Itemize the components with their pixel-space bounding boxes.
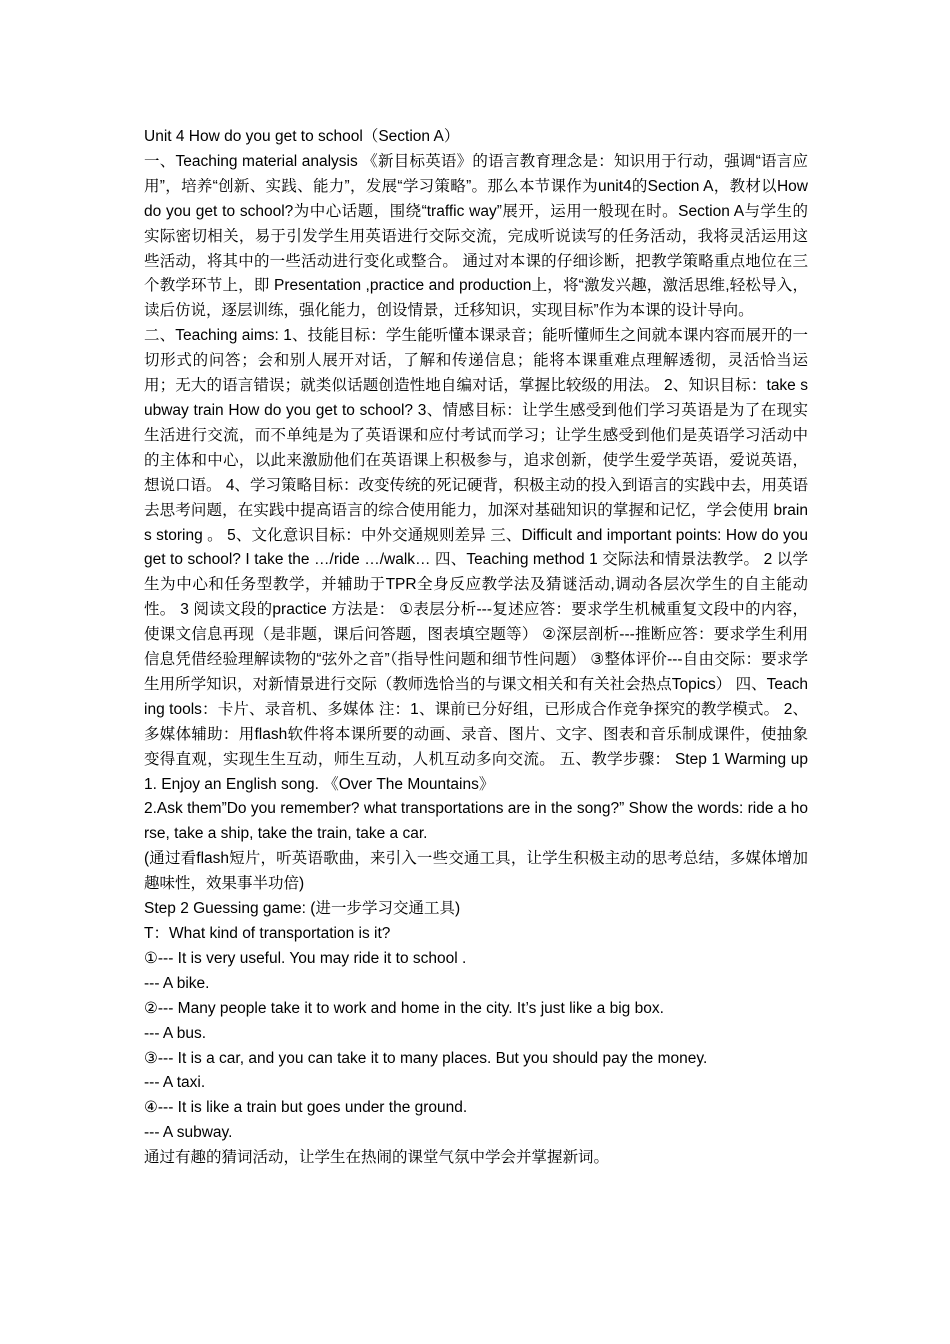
teaching-aims-paragraph: 二、Teaching aims: 1、技能目标：学生能听懂本课录音；能听懂师生之间就本课内容而展开的一切形式的问答；会和别人展开对话，了解和传递信息；能将本课重难点理解透彻，灵活恰当运用；无大的语言错误；就类似话题创造性地自编对话，掌握比较级的用法。 2、知识目标：take subway train How do you get to school? 3、情感目标：让学生感受到他们学习英语是为了在现实生活进行交流，而不单纯是为了英语课和应付考试而学习；让学生感受到他们是英语学习活动中的主体和中心，以此来激励他们在英语课上积极参与，追求创新，使学生爱学英语，爱说英语，想说口语。 4、学习策略目标：改变传统的死记硬背，积极主动的投入到语言的实践中去，用英语去思考问题，在实践中提高语言的综合使用能力，加深对基础知识的掌握和记忆，学会使用 brains storing 。 5、文化意识目标：中外交通规则差异 三、Difficult and important points: How do you get to school? I take the …/ride …/walk… 四、Teaching method 1 交际法和情景法教学。 2 以学生为中心和任务型教学，并辅助于TPR全身反应教学法及猜谜活动,调动各层次学生的自主能动性。 3 阅读文段的practice 方法是： ①表层分析---复述应答：要求学生机械重复文段中的内容，使课文信息再现（是非题，课后问答题，图表填空题等） ②深层剖析---推断应答：要求学生利用信息凭借经验理解读物的“弦外之音”（指导性问题和细节性问题） ③整体评价---自由交际：要求学生用所学知识，对新情景进行交际（教师选恰当的与课文相关和有关社会热点Topics） 四、Teaching tools：卡片、录音机、多媒体 注：1、课前已分好组，已形成合作竞争探究的教学模式。 2、多媒体辅助：用flash软件将本课所要的动画、录音、图片、文字、图表和音乐制成课件，使抽象变得直观，实现生生互动，师生互动，人机互动多向交流。 五、教学步骤： Step 1 Warming up 1. Enjoy an English song. 《Over The Mountains》: [144, 327, 808, 793]
step2-teacher-question: T：What kind of transportation is it?: [144, 925, 391, 942]
riddle-answer-3: --- A taxi.: [144, 1074, 206, 1092]
riddle-answer-1: --- A bike.: [144, 974, 210, 992]
step1-note-paragraph: (通过看flash短片，听英语歌曲，来引入一些交通工具，让学生积极主动的思考总结，多媒体增加趣味性，效果事半功倍): [144, 850, 808, 893]
step2-title: Step 2 Guessing game: (进一步学习交通工具): [144, 900, 461, 918]
document-title: Unit 4 How do you get to school（Section A）: [144, 128, 460, 145]
step1-question-paragraph: 2.Ask them”Do you remember? what transportations are in the song?” Show the words: ride a horse, take a ship, take the train, take a car.: [144, 800, 808, 843]
riddle-question-1: ①--- It is very useful. You may ride it to school .: [144, 949, 467, 967]
teaching-material-analysis-paragraph: 一、Teaching material analysis 《新目标英语》的语言教育理念是：知识用于行动，强调“语言应用”，培养“创新、实践、能力”，发展“学习策略”。那么本节课作为unit4的Section A，教材以How do you get to school?为中心话题，围绕“traffic way”展开，运用一般现在时。Section A与学生的实际密切相关，易于引发学生用英语进行交际交流，完成听说读写的任务活动，我将灵活运用这些活动，将其中的一些活动进行变化或整合。 通过对本课的仔细诊断，把教学策略重点地位在三个教学环节上，即 Presentation ,practice and production上，将“激发兴趣，激活思维,轻松导入，读后仿说，逐层训练，强化能力，创设情景，迁移知识，实现目标”作为本课的设计导向。: [144, 152, 808, 320]
document-page: [144, 125, 808, 1171]
summary-paragraph: 通过有趣的猜词活动，让学生在热闹的课堂气氛中学会并掌握新词。: [144, 1149, 610, 1167]
riddle-question-3: ③--- It is a car, and you can take it to many places. But you should pay the money.: [144, 1049, 708, 1067]
riddle-question-2: ②--- Many people take it to work and home in the city. It’s just like a big box.: [144, 999, 664, 1017]
riddle-answer-4: --- A subway.: [144, 1124, 233, 1142]
riddle-answer-2: --- A bus.: [144, 1024, 207, 1042]
riddle-question-4: ④--- It is like a train but goes under the ground.: [144, 1099, 468, 1117]
